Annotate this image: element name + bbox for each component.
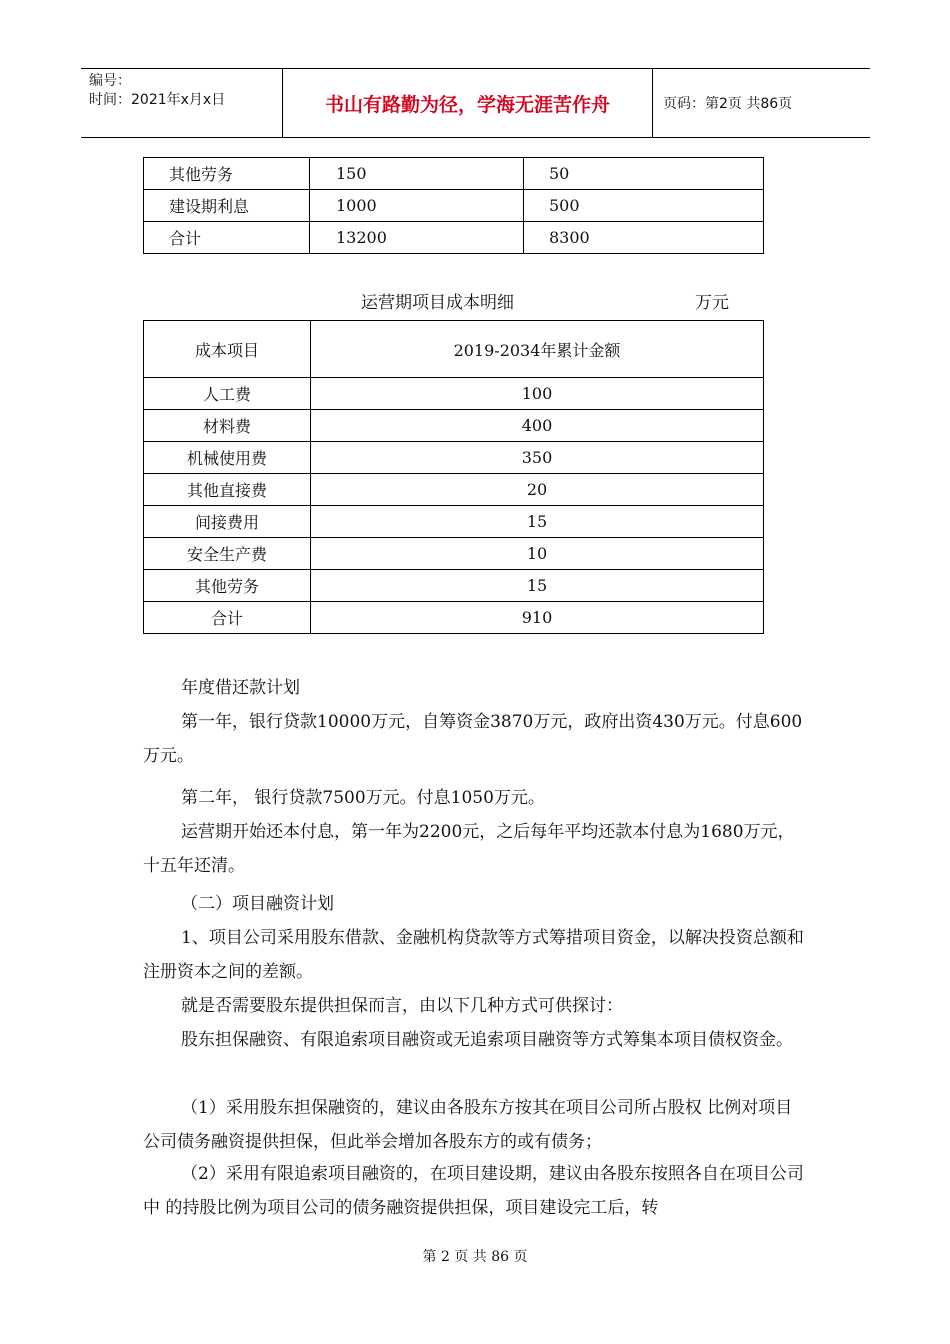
table-cell: 其他劳务 bbox=[144, 158, 310, 190]
table-header-row bbox=[144, 321, 764, 378]
page-header bbox=[81, 68, 870, 138]
operating-cost-table bbox=[143, 320, 764, 634]
table-row bbox=[144, 506, 764, 538]
table-cell: 8300 bbox=[524, 222, 764, 254]
number-label: 编号： bbox=[89, 73, 131, 89]
table-cell: 50 bbox=[524, 158, 764, 190]
table-cell: 910 bbox=[311, 602, 764, 634]
table-row bbox=[144, 222, 764, 254]
paragraph-guarantee-question: 就是否需要股东提供担保而言，由以下几种方式可供探讨： bbox=[181, 996, 623, 1016]
header-info-cell bbox=[81, 69, 283, 137]
table-row bbox=[144, 570, 764, 602]
header-motto: 书山有路勤为径，学海无涯苦作舟 bbox=[283, 69, 653, 137]
cost-table-title: 运营期项目成本明细 bbox=[361, 293, 514, 313]
header-page-label: 页码：第2页 共86页 bbox=[663, 96, 793, 112]
table-cell: 建设期利息 bbox=[144, 190, 310, 222]
table-cell: 350 bbox=[311, 442, 764, 474]
table-cell: 100 bbox=[311, 378, 764, 410]
table-cell: 15 bbox=[311, 570, 764, 602]
table-row bbox=[144, 538, 764, 570]
table-row bbox=[144, 442, 764, 474]
paragraph-option-2: （2）采用有限追索项目融资的，在项目建设期，建议由各股东按照各自在项目公司中 的持股比例为项目公司的债务融资提供担保，项目建设完工后，转 bbox=[143, 1164, 804, 1218]
table-cell: 1000 bbox=[310, 190, 524, 222]
table-row bbox=[144, 158, 764, 190]
table-cell: 机械使用费 bbox=[144, 442, 311, 474]
column-header: 2019-2034年累计金额 bbox=[311, 321, 764, 378]
table-cell: 合计 bbox=[144, 222, 310, 254]
table-cell: 材料费 bbox=[144, 410, 311, 442]
table-cell: 400 bbox=[311, 410, 764, 442]
paragraph-financing-methods: 股东担保融资、有限追索项目融资或无追索项目融资等方式筹集本项目债权资金。 bbox=[181, 1030, 793, 1050]
table-row bbox=[144, 190, 764, 222]
table-row bbox=[144, 378, 764, 410]
table-cell: 20 bbox=[311, 474, 764, 506]
paragraph-repayment-heading: 年度借还款计划 bbox=[181, 678, 300, 698]
paragraph-option-1: （1）采用股东担保融资的，建议由各股东方按其在项目公司所占股权 比例对项目公司债务融资提供担保，但此举会增加各股东方的或有债务； bbox=[143, 1098, 793, 1152]
cost-continuation-table bbox=[143, 157, 764, 254]
table-cell: 人工费 bbox=[144, 378, 311, 410]
page-footer: 第 2 页 共 86 页 bbox=[422, 1249, 528, 1265]
table-row bbox=[144, 410, 764, 442]
column-header: 成本项目 bbox=[144, 321, 311, 378]
table-cell: 10 bbox=[311, 538, 764, 570]
cost-table-unit: 万元 bbox=[695, 293, 729, 313]
table-cell: 15 bbox=[311, 506, 764, 538]
table-cell: 安全生产费 bbox=[144, 538, 311, 570]
table-cell: 150 bbox=[310, 158, 524, 190]
paragraph-year-two: 第二年， 银行贷款7500万元。付息1050万元。 bbox=[181, 788, 545, 808]
table-cell: 500 bbox=[524, 190, 764, 222]
date-label: 时间：2021年x月x日 bbox=[89, 92, 226, 108]
paragraph-operation-repayment: 运营期开始还本付息，第一年为2200元，之后每年平均还款本付息为1680万元，十五年还清。 bbox=[143, 822, 795, 876]
table-cell: 其他劳务 bbox=[144, 570, 311, 602]
table-row bbox=[144, 474, 764, 506]
table-row bbox=[144, 602, 764, 634]
section-heading-financing-plan: （二）项目融资计划 bbox=[181, 894, 334, 914]
table-cell: 合计 bbox=[144, 602, 311, 634]
table-cell: 13200 bbox=[310, 222, 524, 254]
table-cell: 间接费用 bbox=[144, 506, 311, 538]
paragraph-financing-1: 1、项目公司采用股东借款、金融机构贷款等方式筹措项目资金，以解决投资总额和注册资本之间的差额。 bbox=[143, 928, 804, 982]
paragraph-year-one: 第一年，银行贷款10000万元，自筹资金3870万元，政府出资430万元。付息600万元。 bbox=[143, 712, 803, 766]
table-cell: 其他直接费 bbox=[144, 474, 311, 506]
